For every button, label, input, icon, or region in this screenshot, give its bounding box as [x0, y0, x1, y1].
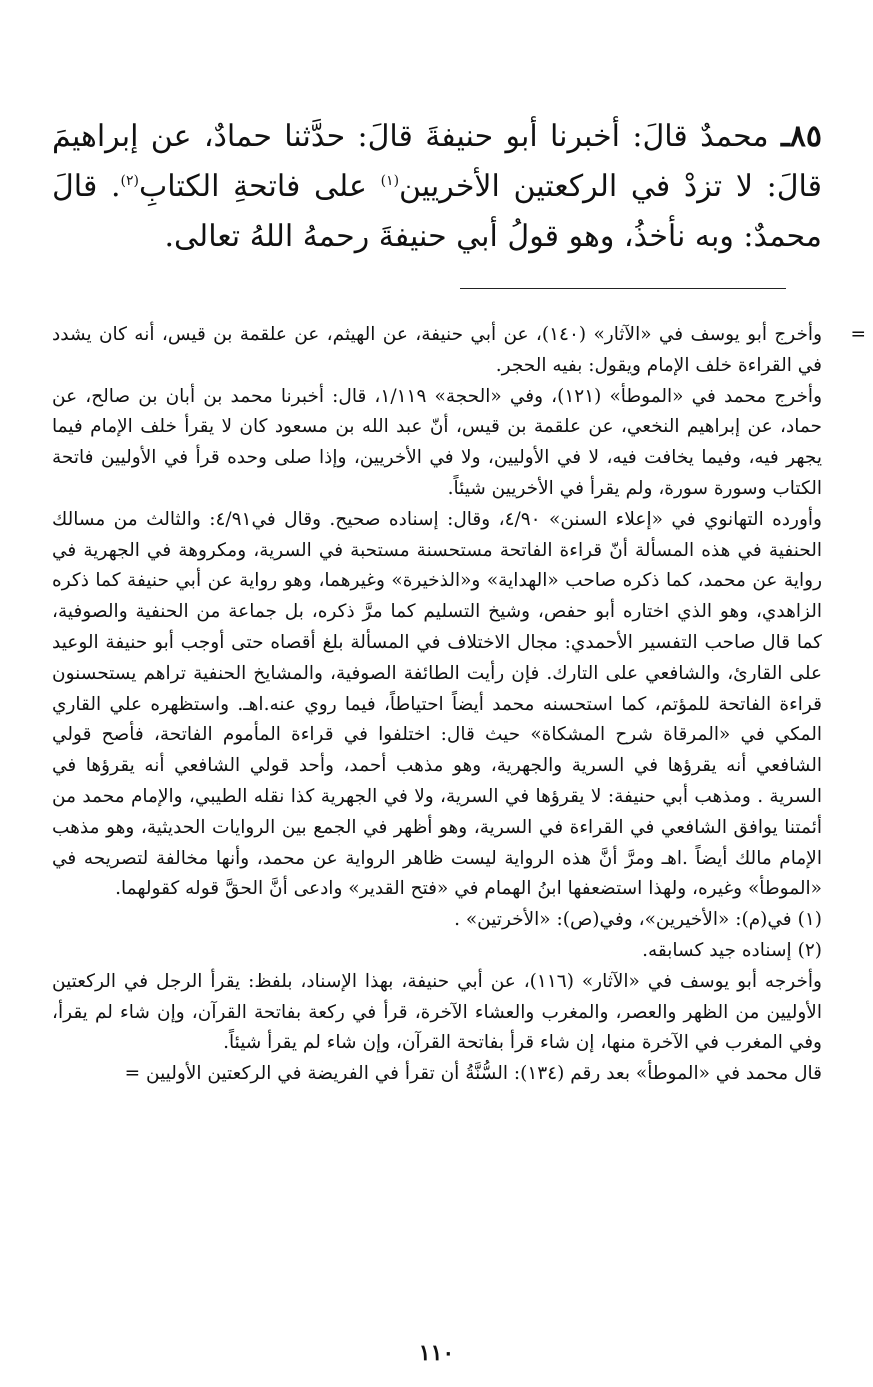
footnote-1: [52, 905, 822, 936]
note-paragraph: وأخرج محمد في «الموطأ» (١٢١)، وفي «الحجة» ١/١١٩، قال: أخبرنا محمد بن أبان بن صالح، عن حماد، عن إبراهيم النخعي، عن علقمة بن قيس، أنّ عبد الله بن مسعود كان لا يقرأ خلف الإمام فيما يجهر فيه، وفيما يخافت فيه، لا في الأوليين، ولا في الأخريين، وإذا صلى وحده قرأ في الأوليين فاتحة الكتاب وسورة سورة، ولم يقرأ في الأخريين شيئاً.: [52, 385, 822, 499]
notes-section: [52, 320, 866, 1090]
hadith-block: [52, 112, 822, 262]
note-paragraph-text: وأخرج أبو يوسف في «الآثار» (١٤٠)، عن أبي حنيفة، عن الهيثم، عن علقمة بن قيس، أنه كان يشدد في القراءة خلف الإمام ويقول: بفيه الحجر.: [52, 324, 822, 376]
footnote-text: إسناده جيد كسابقه.: [642, 939, 792, 961]
hadith-number: ٨٥ـ: [780, 119, 822, 154]
hadith-text-part-3: . قالَ محمدٌ: وبه نأخذُ، وهو قولُ أبي حنيفةَ رحمهُ اللهُ تعالى.: [52, 169, 822, 254]
footnote-separator: [460, 288, 786, 289]
note-paragraph: قال محمد في «الموطأ» بعد رقم (١٣٤): السُّنَّةُ أن تقرأ في الفريضة في الركعتين الأوليين =: [124, 1063, 822, 1085]
footnote-2: [52, 936, 822, 967]
footnote-marker: (٢): [797, 939, 822, 961]
hadith-text: [52, 112, 822, 262]
hadith-text-part-1: محمدٌ قالَ: أخبرنا أبو حنيفةَ قالَ: حدَّثنا حمادٌ، عن إبراهيمَ قالَ: لا تزدْ في الركعتين الأخريين: [52, 119, 822, 204]
footnote-marker: (١): [797, 909, 822, 931]
footnote-text: في(م): «الأخيرين»، وفي(ص): «الأخرتين» .: [454, 909, 792, 931]
continuation-mark: =: [850, 324, 866, 345]
page-number: ١١٠: [418, 1340, 455, 1366]
footnote-ref-1[interactable]: (١): [380, 173, 400, 189]
note-paragraph: [52, 320, 866, 382]
footnote-ref-2[interactable]: (٢): [120, 173, 139, 189]
note-paragraph: وأخرجه أبو يوسف في «الآثار» (١١٦)، عن أبي حنيفة، بهذا الإسناد، بلفظ: يقرأ الرجل في الركعتين الأوليين من الظهر والعصر، والمغرب والعشاء الآخرة، قرأ في ركعة بفاتحة القرآن، وإن شاء لم يقرأ، وفي المغرب في الآخرة منها، إن شاء قرأ بفاتحة القرآن، وإن شاء لم يقرأ شيئاً.: [52, 970, 822, 1054]
hadith-text-part-2: على فاتحةِ الكتابِ: [138, 169, 381, 204]
note-paragraph: وأورده التهانوي في «إعلاء السنن» ٤/٩٠، وقال: إسناده صحيح. وقال في٤/٩١: والثالث من مسالك الحنفية في هذه المسألة أنّ قراءة الفاتحة مستحسنة مستحبة في السرية، ومكروهة في الجهرية في رواية عن محمد، كما ذكره صاحب «الهداية» و«الذخيرة» وغيرهما، وهو رواية عن أبي حنيفة كما ذكره الزاهدي، وهو الذي اختاره أبو حفص، وشيخ التسليم كما مرَّ ذكره، بل جماعة من الحنفية والصوفية، كما قال صاحب التفسير الأحمدي: مجال الاختلاف في المسألة بلغ أقصاه حتى أوجب أبو حنيفة الوعيد على القارئ، والشافعي على التارك. فإن رأيت الطائفة الصوفية، والمشايخ الحنفية تراهم يستحسنون قراءة الفاتحة للمؤتم، كما استحسنه محمد أيضاً احتياطاً، فيما روي عنه.اهـ. واستظهره علي القاري المكي في «المرقاة شرح المشكاة» حيث قال: اختلفوا في قراءة المأموم الفاتحة، فأصح قولي الشافعي أنه يقرؤها في السرية والجهرية، وهو مذهب أحمد، وأحد قولي الشافعي أنه يقرؤها في السرية . ومذهب أبي حنيفة: لا يقرؤها في السرية، ولا في الجهرية كذا نقله الطيبي، والإمام محمد من أئمتنا يوافق الشافعي في القراءة في السرية، وهو أظهر في الجمع بين الروايات الحديثية، وهو مذهب الإمام مالك أيضاً .اهـ ومرَّ أنَّ هذه الرواية ليست ظاهر الرواية عن محمد، وأنها مخالفة لتصريحه في «الموطأ» وغيره، ولهذا استضعفها ابنُ الهمام في «فتح القدير» وادعى أنَّ الحقَّ قوله كقولهما.: [52, 508, 822, 900]
